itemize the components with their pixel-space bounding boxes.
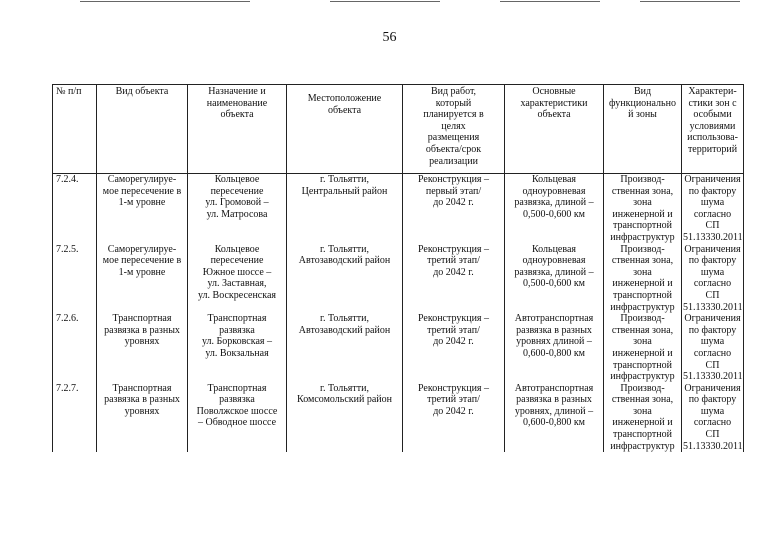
header-row — [53, 85, 744, 174]
header-purpose: Назначение и наименование объекта — [188, 85, 287, 174]
row-zone: Производ- ственная зона, зона инженерной и транспортной инфраструктур — [604, 383, 682, 453]
row-special-zones: Ограничения по фактору шума согласно СП 51.13330.2011 — [683, 174, 743, 243]
header-works: Вид работ, который планируется в целях размещения объекта/срок реализации — [403, 85, 505, 174]
row-characteristics: Автотранспортная развязка в разных уровнях длиной – 0,600-0,800 км — [505, 313, 604, 383]
row-purpose: Кольцевое пересечение Южное шоссе – ул. Заставная, ул. Воскресенская — [188, 244, 287, 314]
row-purpose: Кольцевое пересечение ул. Громовой – ул. Матросова — [188, 174, 287, 244]
row-object-type: Транспортная развязка в разных уровнях — [97, 383, 188, 453]
header-location: Местоположение объекта — [287, 85, 403, 174]
row-location: г. Тольятти, Автозаводский район — [287, 313, 403, 383]
table-row — [53, 174, 744, 244]
header-object-type: Вид объекта — [97, 85, 188, 174]
row-location: г. Тольятти, Комсомольский район — [287, 383, 403, 453]
row-location: г. Тольятти, Центральный район — [287, 174, 403, 244]
row-number: 7.2.6. — [53, 313, 97, 383]
row-zone: Производ- ственная зона, зона инженерной и транспортной инфраструктур — [604, 244, 682, 314]
scan-top-edge — [0, 0, 779, 4]
header-number: № п/п — [53, 85, 97, 174]
table-header — [53, 85, 744, 174]
table-row — [53, 313, 744, 383]
row-special-zones: Ограничения по фактору шума согласно СП 51.13330.2011 — [683, 243, 743, 313]
row-characteristics: Автотранспортная развязка в разных уровнях, длиной – 0,600-0,800 км — [505, 383, 604, 453]
row-characteristics: Кольцевая одноуровневая развязка, длиной – 0,500-0,600 км — [505, 174, 604, 244]
objects-table — [52, 84, 744, 452]
row-number: 7.2.5. — [53, 244, 97, 314]
table-row — [53, 244, 744, 314]
row-number: 7.2.7. — [53, 383, 97, 453]
row-location: г. Тольятти, Автозаводский район — [287, 244, 403, 314]
header-special-zones: Характери- стики зон с особыми условиями использова- территорий — [682, 85, 744, 174]
row-zone: Производ- ственная зона, зона инженерной и транспортной инфраструктур — [604, 174, 682, 244]
row-characteristics: Кольцевая одноуровневая развязка, длиной – 0,500-0,600 км — [505, 244, 604, 314]
row-zone: Производ- ственная зона, зона инженерной и транспортной инфраструктур — [604, 313, 682, 383]
row-purpose: Транспортная развязка Поволжское шоссе – Обводное шоссе — [188, 383, 287, 453]
row-object-type: Транспортная развязка в разных уровнях — [97, 313, 188, 383]
row-object-type: Саморегулируе- мое пересечение в 1-м уровне — [97, 174, 188, 244]
row-works: Реконструкция – третий этап/ до 2042 г. — [403, 313, 505, 383]
row-works: Реконструкция – третий этап/ до 2042 г. — [403, 244, 505, 314]
table-body — [53, 174, 744, 453]
row-works: Реконструкция – первый этап/ до 2042 г. — [403, 174, 505, 244]
table-row — [53, 383, 744, 453]
header-characteristics: Основные характеристики объекта — [505, 85, 604, 174]
row-works: Реконструкция – третий этап/ до 2042 г. — [403, 383, 505, 453]
row-purpose: Транспортная развязка ул. Борковская – ул. Вокзальная — [188, 313, 287, 383]
row-object-type: Саморегулируе- мое пересечение в 1-м уровне — [97, 244, 188, 314]
page-number: 56 — [382, 30, 397, 45]
row-special-zones: Ограничения по фактору шума согласно СП 51.13330.2011 — [683, 313, 743, 383]
row-number: 7.2.4. — [53, 174, 97, 244]
row-special-zones: Ограничения по фактору шума согласно СП 51.13330.2011 — [683, 382, 743, 452]
header-zone: Вид функционально й зоны — [604, 85, 682, 174]
